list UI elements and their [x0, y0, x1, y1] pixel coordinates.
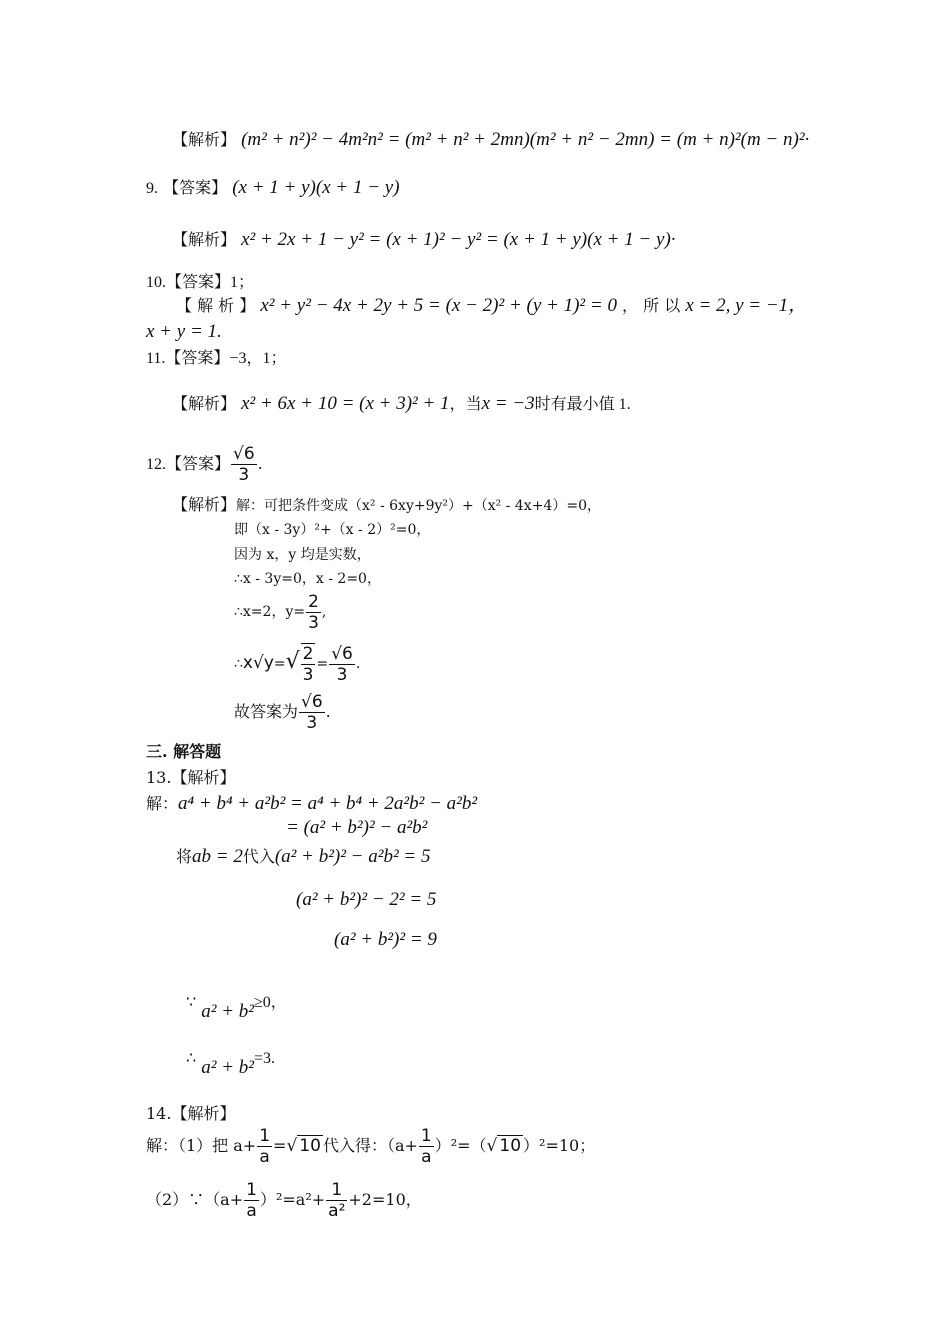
q12-answer-line — [146, 442, 263, 487]
q12-step-6-therefore: ∴ — [234, 656, 243, 672]
q13-given: ab = 2 — [192, 846, 243, 867]
q12-answer-numerator: √6 — [233, 444, 255, 464]
q12-analysis-line-1 — [172, 493, 601, 518]
q12-step-6-eq2: = — [316, 656, 329, 672]
q8-analysis-label: 【解析】 — [172, 130, 237, 149]
q12-step-7-numerator: √6 — [301, 692, 323, 712]
q12-step-6-fraction-1 — [301, 643, 316, 685]
q14-line-2 — [146, 1178, 422, 1222]
q11-answer-line — [146, 346, 286, 371]
q12-step-6: ∴x√y=√ $\frac{2}{3}$ = $\frac{√6}{3}$ . — [234, 643, 361, 685]
q8-analysis-expression: (m² + n²)² − 4m²n² = (m² + n² + 2mn)(m² + n² − 2mn) = (m + n)²(m − n)²· — [241, 129, 810, 150]
q11-condition: x = −3 — [481, 393, 535, 414]
q13-line-6 — [186, 990, 287, 1022]
q12-step-7 — [234, 690, 331, 734]
q13-line-7 — [186, 1046, 276, 1078]
q13-expression-7: a² + b² — [201, 1057, 254, 1078]
q12-step-6-eq1: = — [273, 656, 286, 672]
q11-when: ，当 — [449, 394, 482, 413]
q12-step-6-numerator-1: 2 — [302, 644, 314, 664]
q9-analysis-line — [172, 228, 676, 252]
q12-step-2: 即（x - 3y）²+（x - 2）²=0， — [234, 522, 431, 538]
q14-line-2-denominator-2: a² — [328, 1201, 346, 1221]
q10-continuation — [146, 320, 222, 344]
q14-heading: 14.【解析】 — [146, 1104, 236, 1123]
q12-step-5-end: , — [321, 604, 327, 620]
q9-analysis-expression: x² + 2x + 1 − y² = (x + 1)² − y² = (x + 1 + y)(x + 1 − y)· — [241, 229, 676, 250]
q13-line-1 — [146, 792, 477, 816]
q12-answer-denominator: 3 — [238, 465, 250, 485]
q10-so: ， 所 以 — [622, 296, 681, 315]
q12-step-3: 因为 x，y 均是实数， — [234, 547, 371, 563]
q14-line-1-sqrt-2: √ 10 — [486, 1136, 522, 1156]
q12-step-5-fraction — [306, 592, 321, 633]
section-3-heading: 三. 解答题 — [146, 742, 222, 761]
q11-answer-label: 【答案】 — [165, 348, 230, 367]
q11-number: 11. — [146, 350, 166, 367]
q12-analysis-label: 【解析】 — [172, 495, 237, 514]
q12-step-7-dot: . — [325, 702, 331, 721]
q12-step-6-denominator-1: 3 — [302, 665, 314, 685]
q13-solution-label: 解： — [146, 794, 179, 813]
q14-line-1-numerator-2: 1 — [420, 1126, 432, 1146]
q14-line-1-radicand-2: 10 — [499, 1136, 522, 1156]
q13-line-3 — [176, 845, 430, 869]
q13-expression-3: (a² + b²)² − a²b² = 5 — [274, 846, 431, 867]
q14-line-1-denominator-2: a — [421, 1147, 432, 1167]
q13-expression-6: a² + b² — [201, 1001, 254, 1022]
q9-answer-line — [146, 176, 400, 201]
q9-answer-label: 【答案】 — [163, 178, 228, 197]
q12-answer-fraction — [231, 444, 257, 485]
q10-analysis-label: 【 解 析 】 — [176, 296, 256, 315]
q13-therefore: ∴ — [186, 1048, 197, 1067]
q12-step-7-text: 故答案为 — [234, 702, 299, 721]
q12-answer-label: 【答案】 — [166, 454, 231, 473]
q10-answer: 1； — [230, 274, 255, 291]
q14-line-1-numerator-1: 1 — [259, 1126, 271, 1146]
q14-line-2-text-a: （2）∵（a+ — [146, 1190, 244, 1209]
q14-line-1-text-e: ）²=10； — [523, 1136, 596, 1155]
q13-into-word: 代入 — [242, 847, 275, 866]
q12-step-6-denominator-2: 3 — [336, 664, 348, 685]
q10-answer-label: 【答案】 — [166, 272, 231, 291]
q11-result: 时有最小值 1. — [534, 396, 631, 413]
q12-step-7-denominator: 3 — [306, 713, 318, 733]
q14-line-2-text-b: ）²=a²+ — [259, 1190, 326, 1209]
q10-analysis-line — [176, 294, 807, 318]
q10-sum: x + y = 1. — [146, 321, 222, 342]
q11-analysis-line — [172, 392, 631, 417]
q13-expression-4: (a² + b²)² − 2² = 5 — [296, 889, 437, 910]
q12-step-1: 解：可把条件变成（x² - 6xy+9y²）+（x² - 4x+4）=0， — [236, 498, 601, 514]
q10-analysis-expression: x² + y² − 4x + 2y + 5 = (x − 2)² + (y + 1)² = 0 — [260, 295, 617, 316]
q10-number: 10. — [146, 274, 166, 291]
q12-step-5 — [234, 590, 326, 634]
q14-line-1-text-c: 代入得：（a+ — [322, 1136, 418, 1155]
q14-line-1-sqrt-1: √ 10 — [286, 1136, 321, 1156]
q13-nonnegative: ≥0， — [254, 994, 287, 1011]
q9-analysis-label: 【解析】 — [172, 230, 237, 249]
q12-answer-dot: . — [257, 454, 263, 473]
q14-line-1-eq: = — [273, 1136, 287, 1155]
q14-line-1-fraction-2 — [419, 1126, 434, 1167]
q11-analysis-label: 【解析】 — [172, 394, 237, 413]
q12-step-6-root: x√y — [242, 653, 274, 673]
q13-expression-2: = (a² + b²)² − a²b² — [286, 817, 428, 838]
q13-because: ∵ — [186, 992, 197, 1011]
q14-line-2-text-c: +2=10， — [348, 1190, 422, 1209]
q14-line-2-denominator-1: a — [246, 1201, 257, 1221]
q14-line-2-fraction-2 — [326, 1180, 347, 1221]
q10-answer-line — [146, 270, 254, 295]
q14-line-1-fraction-1 — [257, 1126, 272, 1167]
q14-line-1 — [146, 1124, 595, 1168]
q12-step-6-fraction-2 — [329, 644, 355, 685]
q14-line-1-radicand-1: 10 — [299, 1136, 321, 1156]
q14-line-2-numerator-1: 1 — [246, 1180, 257, 1200]
q13-expression-1: a⁴ + b⁴ + a²b² = a⁴ + b⁴ + 2a²b² − a²b² — [178, 793, 478, 814]
q9-answer: (x + 1 + y)(x + 1 − y) — [232, 177, 400, 198]
q12-step-5-denominator: 3 — [308, 612, 319, 633]
q12-step-7-fraction — [299, 692, 325, 733]
q11-analysis-expression: x² + 6x + 10 = (x + 3)² + 1 — [241, 393, 450, 414]
q14-line-1-text-a: 解：（1）把 a+ — [146, 1136, 257, 1155]
q12-step-5-text: ∴x=2，y= — [234, 604, 306, 620]
q12-step-5-numerator: 2 — [308, 591, 319, 612]
q13-heading: 13.【解析】 — [146, 768, 236, 787]
q9-number: 9. — [146, 180, 158, 197]
q14-line-1-text-d: ）²=（ — [434, 1136, 487, 1155]
q12-step-6-dot: . — [355, 656, 361, 672]
q13-result: =3. — [254, 1050, 276, 1067]
q12-number: 12. — [146, 456, 166, 473]
q14-line-1-denominator-1: a — [259, 1147, 270, 1167]
q14-line-2-numerator-2: 1 — [326, 1180, 347, 1201]
q8-analysis-line — [172, 128, 809, 152]
q12-step-4: ∴x - 3y=0，x - 2=0， — [234, 571, 381, 587]
q12-step-6-numerator-2: √6 — [331, 643, 353, 664]
q14-line-2-fraction-1 — [244, 1180, 259, 1221]
q11-answer: −3，1； — [229, 350, 287, 367]
q10-values: x = 2, y = −1， — [685, 295, 808, 316]
q13-expression-5: (a² + b²)² = 9 — [334, 929, 437, 950]
q13-substitute-word: 将 — [176, 847, 193, 866]
